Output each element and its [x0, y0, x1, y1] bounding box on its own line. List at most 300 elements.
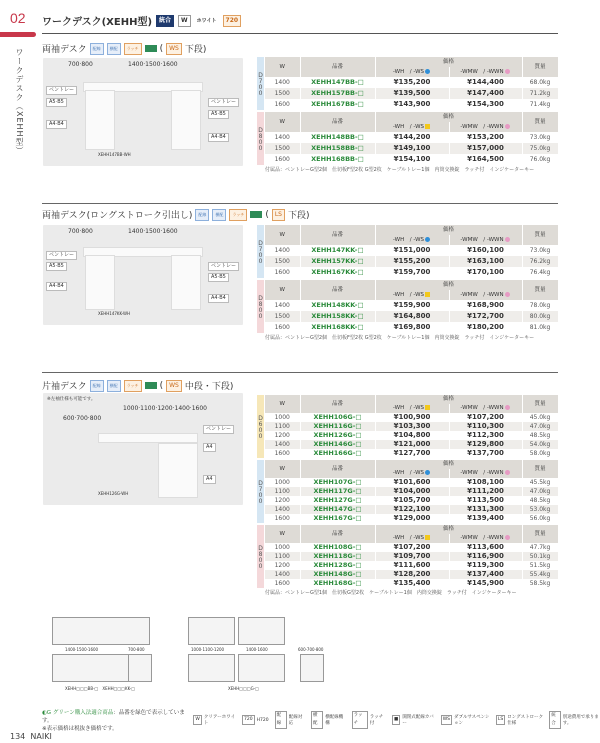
- width-cell: 1600: [265, 514, 300, 523]
- price-table: [265, 112, 559, 165]
- weight-cell: 53.0kg: [522, 505, 558, 514]
- price-tables: [257, 225, 558, 342]
- width-cell: 1200: [265, 496, 300, 505]
- left-pedestal: [85, 255, 115, 310]
- price-table: [265, 57, 559, 110]
- legend-label: ダブルサスペンション: [454, 715, 490, 726]
- table-row: [265, 552, 558, 561]
- table-row: [265, 514, 558, 523]
- table-row: [265, 440, 558, 449]
- integration-badge: 統合: [156, 15, 174, 27]
- price-wh-cell: ¥135,400: [375, 579, 449, 588]
- drawing-single-pedestal: [188, 617, 338, 692]
- suspension-icon: WS: [166, 380, 182, 392]
- header-weight: 質量: [522, 57, 558, 77]
- product-photo: [43, 225, 243, 325]
- price-table: [265, 225, 559, 278]
- price-wh-cell: ¥122,100: [375, 505, 449, 514]
- header-code: 品番: [300, 460, 375, 478]
- header-width: W: [265, 460, 300, 478]
- price-wh-cell: ¥129,000: [375, 514, 449, 523]
- header-color-2: [449, 469, 522, 478]
- header-color-2: [449, 122, 522, 132]
- depth-label: D600: [257, 395, 264, 458]
- dim-width-1: 1000·1100·1200: [191, 647, 225, 652]
- depth-label: D800: [257, 280, 264, 333]
- weight-cell: 80.0kg: [522, 311, 558, 322]
- header-color-1: [375, 469, 449, 478]
- color-codes-1: -WH / -WS: [392, 69, 425, 75]
- color-swatch-yellow: [425, 535, 430, 540]
- depth-dimension: 600·700·800: [63, 415, 102, 422]
- accessories-note: 付属品：ペントレーG型2個 仕切板F型2枚 G型2枚 ケーブルトレー1個 内筒交換錠 ラッチ付 インジケーターキー: [265, 335, 535, 341]
- table-header-row: [265, 280, 558, 290]
- price-table-block: [257, 112, 558, 165]
- photo-caption: XEHH147KK-WH: [98, 311, 130, 316]
- weight-cell: 55.4kg: [522, 570, 558, 579]
- price-table: [265, 460, 559, 523]
- header-width: W: [265, 395, 300, 413]
- price-table: [265, 525, 559, 588]
- side-view: [128, 654, 152, 682]
- price-wmw-cell: ¥160,100: [449, 245, 522, 256]
- price-wh-cell: ¥100,900: [375, 413, 449, 422]
- price-wh-cell: ¥111,600: [375, 561, 449, 570]
- table-row: [265, 132, 558, 143]
- legend-label: 別途費用で承ります。: [562, 715, 599, 726]
- drawer-label: A4: [203, 443, 216, 452]
- header-rule: [42, 33, 558, 34]
- header-weight: 質量: [522, 395, 558, 413]
- header-color-1: [375, 290, 449, 300]
- table-header-row: [265, 225, 558, 235]
- header-weight: 質量: [522, 225, 558, 245]
- color-codes-2: -WMW / -WWN: [460, 237, 504, 243]
- legend-label: ラッチ付: [369, 715, 384, 726]
- price-wmw-cell: ¥144,400: [449, 77, 522, 88]
- price-wh-cell: ¥109,700: [375, 552, 449, 561]
- legend-label: 開閉式配線カバー: [402, 715, 434, 726]
- color-swatch-blue: [425, 470, 430, 475]
- code-cell: XEHH167BB-□: [300, 99, 375, 110]
- price-wh-cell: ¥104,800: [375, 431, 449, 440]
- code-cell: XEHH168KK-□: [300, 322, 375, 333]
- width-cell: 1100: [265, 552, 300, 561]
- header-width: W: [265, 225, 300, 245]
- price-table-block: [257, 225, 558, 278]
- table-header-row: [265, 57, 558, 67]
- color-swatch-pink: [505, 405, 510, 410]
- weight-cell: 73.0kg: [522, 132, 558, 143]
- table-header-row: [265, 525, 558, 534]
- color-swatch-blue: [425, 69, 430, 74]
- code-cell: XEHH167G-□: [300, 514, 375, 523]
- legend-item: [392, 711, 435, 729]
- weight-cell: 71.4kg: [522, 99, 558, 110]
- width-cell: 1500: [265, 143, 300, 154]
- product-photo: [43, 58, 243, 166]
- weight-cell: 68.0kg: [522, 77, 558, 88]
- width-cell: 1400: [265, 440, 300, 449]
- legend-item: [275, 711, 305, 729]
- desk-top: [98, 433, 198, 443]
- cable-cover-icon: [250, 211, 262, 218]
- code-cell: XEHH158BB-□: [300, 143, 375, 154]
- product-photo: [43, 393, 243, 505]
- width-cell: 1600: [265, 449, 300, 458]
- code-cell: XEHH116G-□: [300, 422, 375, 431]
- depth-dimension: 700·800: [68, 61, 93, 68]
- header-color-2: [449, 67, 522, 77]
- depth-label: D700: [257, 460, 264, 523]
- price-wmw-cell: ¥110,300: [449, 422, 522, 431]
- table-row: [265, 245, 558, 256]
- price-wh-cell: ¥104,000: [375, 487, 449, 496]
- width-cell: 1100: [265, 422, 300, 431]
- weight-cell: 45.0kg: [522, 413, 558, 422]
- header-price: 価格: [375, 525, 522, 534]
- price-wh-cell: ¥164,800: [375, 311, 449, 322]
- legend-icon: LS: [496, 715, 505, 725]
- code-cell: XEHH157BB-□: [300, 88, 375, 99]
- weight-cell: 58.0kg: [522, 449, 558, 458]
- width-cell: 1400: [265, 245, 300, 256]
- table-header-row: [265, 395, 558, 404]
- header-width: W: [265, 280, 300, 300]
- suspension-icon: WS: [166, 43, 182, 55]
- price-table-block: [257, 395, 558, 458]
- price-wh-cell: ¥127,700: [375, 449, 449, 458]
- width-dimension: 1000·1100·1200·1400·1600: [123, 405, 207, 412]
- page-number: 134: [10, 732, 26, 741]
- weight-cell: 47.0kg: [522, 422, 558, 431]
- weight-cell: 45.5kg: [522, 478, 558, 487]
- legend-icon: ラッチ: [352, 711, 368, 729]
- section-title-text: 両袖デスク(ロングストローク引出し): [42, 211, 193, 221]
- drawer-position: 下段): [184, 45, 207, 55]
- table-row: [265, 88, 558, 99]
- width-cell: 1400: [265, 570, 300, 579]
- top-view: [52, 617, 150, 645]
- weight-cell: 58.5kg: [522, 579, 558, 588]
- color-swatch-yellow: [425, 292, 430, 297]
- weight-cell: 51.5kg: [522, 561, 558, 570]
- price-table: [265, 395, 559, 458]
- code-cell: XEHH148BB-□: [300, 132, 375, 143]
- table-row: [265, 478, 558, 487]
- width-cell: 1600: [265, 99, 300, 110]
- width-cell: 1600: [265, 154, 300, 165]
- wiring-icon: 配線: [195, 209, 209, 221]
- legend-icon: 横配: [311, 711, 323, 729]
- legend-item: [193, 711, 236, 729]
- legend-icon: 統合: [549, 711, 561, 729]
- price-wmw-cell: ¥163,100: [449, 256, 522, 267]
- header-weight: 質量: [522, 112, 558, 132]
- color-codes-2: -WMW / -WWN: [460, 124, 504, 130]
- color-codes-1: -WH / -WS: [392, 124, 425, 130]
- header-price: 価格: [375, 395, 522, 404]
- price-wmw-cell: ¥153,200: [449, 132, 522, 143]
- weight-cell: 78.0kg: [522, 300, 558, 311]
- drawer-label: A4·B4: [208, 294, 229, 303]
- depth-dimension: 700·800: [68, 228, 93, 235]
- drawer-position: 中段・下段): [184, 382, 234, 392]
- front-view-2: [238, 654, 285, 682]
- weight-cell: 48.5kg: [522, 431, 558, 440]
- code-cell: XEHH146G-□: [300, 440, 375, 449]
- dim-depth: 700·800: [128, 647, 145, 652]
- price-wh-cell: ¥103,300: [375, 422, 449, 431]
- depth-label: D700: [257, 225, 264, 278]
- latch-icon: ラッチ: [124, 380, 142, 392]
- code-cell: XEHH166G-□: [300, 449, 375, 458]
- drawing-caption-2: XEHH□□□G-□: [228, 686, 259, 691]
- width-cell: 1600: [265, 267, 300, 278]
- legend-icon: 配線: [275, 711, 287, 729]
- width-cell: 1500: [265, 311, 300, 322]
- width-dimension: 1400·1500·1600: [128, 61, 178, 68]
- price-wmw-cell: ¥137,400: [449, 570, 522, 579]
- page-title-text: ワークデスク(XEHH型): [42, 17, 153, 28]
- color-swatch-pink: [505, 124, 510, 129]
- h720-badge: 720: [223, 15, 242, 27]
- chapter-bar: [0, 32, 36, 37]
- code-cell: XEHH168BB-□: [300, 154, 375, 165]
- header-weight: 質量: [522, 280, 558, 300]
- width-cell: 1600: [265, 322, 300, 333]
- price-wmw-cell: ¥180,200: [449, 322, 522, 333]
- table-row: [265, 543, 558, 552]
- price-wh-cell: ¥144,200: [375, 132, 449, 143]
- code-cell: XEHH117G-□: [300, 487, 375, 496]
- header-color-2: [449, 404, 522, 413]
- price-wmw-cell: ¥129,800: [449, 440, 522, 449]
- table-row: [265, 570, 558, 579]
- green-label: グリーン購入法適合商品: [52, 710, 114, 716]
- price-wh-cell: ¥128,200: [375, 570, 449, 579]
- legend-item: [352, 711, 386, 729]
- width-cell: 1100: [265, 487, 300, 496]
- code-cell: XEHH147G-□: [300, 505, 375, 514]
- table-row: [265, 143, 558, 154]
- legend-item: [311, 711, 346, 729]
- price-table-block: [257, 57, 558, 110]
- weight-cell: 76.2kg: [522, 256, 558, 267]
- drawer-label: A5·B5: [46, 262, 67, 271]
- width-cell: 1000: [265, 413, 300, 422]
- code-cell: XEHH167KK-□: [300, 267, 375, 278]
- table-row: [265, 300, 558, 311]
- latch-icon: ラッチ: [124, 43, 142, 55]
- price-wmw-cell: ¥147,400: [449, 88, 522, 99]
- legend-icon: ■: [392, 715, 400, 725]
- photo-caption: XEHH126G-WH: [98, 491, 129, 496]
- price-wh-cell: ¥105,700: [375, 496, 449, 505]
- header-code: 品番: [300, 225, 375, 245]
- header-color-1: [375, 67, 449, 77]
- price-wmw-cell: ¥108,100: [449, 478, 522, 487]
- dim-depth-2: 600·700·800: [298, 647, 324, 652]
- drawer-label: A4·B4: [208, 133, 229, 142]
- right-pedestal: [158, 443, 198, 498]
- header-weight: 質量: [522, 525, 558, 543]
- code-cell: XEHH118G-□: [300, 552, 375, 561]
- section-divider: [42, 372, 558, 373]
- legend-label: クリアーホワイト: [203, 715, 236, 726]
- legend-label: 横配線機構: [325, 715, 344, 726]
- price-table-block: [257, 460, 558, 523]
- header-width: W: [265, 112, 300, 132]
- legend-item: [496, 711, 543, 729]
- legend-label: ロングストローク仕様: [507, 715, 544, 726]
- weight-cell: 54.0kg: [522, 440, 558, 449]
- header-color-1: [375, 404, 449, 413]
- table-row: [265, 267, 558, 278]
- table-header-row: [265, 112, 558, 122]
- accessories-note: 付属品：ペントレーG型1個 仕切板G型2枚 ケーブルトレー1個 内筒交換錠 ラッチ付 インジケーターキー: [265, 590, 517, 596]
- drawer-label: ペントレー: [208, 262, 239, 271]
- price-wmw-cell: ¥119,300: [449, 561, 522, 570]
- width-dimension: 1400·1500·1600: [128, 228, 178, 235]
- accessories-note: 付属品：ペントレーG型2個 仕切板F型2枚 G型2枚 ケーブルトレー1個 内筒交換錠 ラッチ付 インジケーターキー: [265, 167, 535, 173]
- horizontal-wiring-icon: 横配: [212, 209, 226, 221]
- color-codes-2: -WMW / -WWN: [460, 292, 504, 298]
- color-codes-2: -WMW / -WWN: [460, 470, 504, 476]
- header-price: 価格: [375, 225, 522, 235]
- code-cell: XEHH147KK-□: [300, 245, 375, 256]
- price-wmw-cell: ¥168,900: [449, 300, 522, 311]
- cable-cover-icon: [145, 382, 157, 389]
- width-cell: 1000: [265, 543, 300, 552]
- code-cell: XEHH106G-□: [300, 413, 375, 422]
- weight-cell: 75.0kg: [522, 143, 558, 154]
- code-cell: XEHH168G-□: [300, 579, 375, 588]
- table-row: [265, 561, 558, 570]
- table-header-row: [265, 460, 558, 469]
- section-title: 両袖デスク 配線 横配 ラッチ ( WS 下段): [42, 43, 207, 55]
- legend-label: 配線対応: [288, 715, 303, 726]
- price-table-block: [257, 525, 558, 588]
- price-wh-cell: ¥107,200: [375, 543, 449, 552]
- wiring-icon: 配線: [90, 43, 104, 55]
- width-cell: 1600: [265, 579, 300, 588]
- weight-cell: 56.0kg: [522, 514, 558, 523]
- legend-label: H720: [256, 717, 269, 723]
- header-code: 品番: [300, 57, 375, 77]
- legend-icon: 720: [242, 715, 255, 725]
- vertical-chapter-title: ワークデスク（XEHH型）: [15, 48, 24, 156]
- legend-icon: W: [193, 715, 201, 725]
- section-title-text: 両袖デスク: [42, 45, 87, 55]
- table-row: [265, 496, 558, 505]
- header-code: 品番: [300, 395, 375, 413]
- price-wmw-cell: ¥157,000: [449, 143, 522, 154]
- green-purchase-icon: ◐G: [42, 710, 53, 716]
- weight-cell: 71.2kg: [522, 88, 558, 99]
- code-cell: XEHH107G-□: [300, 478, 375, 487]
- width-cell: 1500: [265, 256, 300, 267]
- price-wmw-cell: ¥107,200: [449, 413, 522, 422]
- depth-label: D800: [257, 112, 264, 165]
- table-row: [265, 487, 558, 496]
- price-table-block: [257, 280, 558, 333]
- table-row: [265, 256, 558, 267]
- price-wmw-cell: ¥139,400: [449, 514, 522, 523]
- green-text: ：品番を緑色で表示しています。: [42, 710, 185, 724]
- width-cell: 1200: [265, 431, 300, 440]
- depth-label: D700: [257, 57, 264, 110]
- color-swatch-pink: [505, 69, 510, 74]
- dim-width-2: 1400·1600: [246, 647, 268, 652]
- price-wmw-cell: ¥116,900: [449, 552, 522, 561]
- price-wh-cell: ¥143,900: [375, 99, 449, 110]
- header-weight: 質量: [522, 460, 558, 478]
- photo-caption: XEHH147BB-WH: [98, 152, 131, 157]
- width-cell: 1200: [265, 561, 300, 570]
- price-table: [265, 280, 559, 333]
- header-price: 価格: [375, 280, 522, 290]
- price-wmw-cell: ¥170,100: [449, 267, 522, 278]
- price-wmw-cell: ¥145,900: [449, 579, 522, 588]
- width-cell: 1000: [265, 478, 300, 487]
- header-color-1: [375, 534, 449, 543]
- code-cell: XEHH127G-□: [300, 496, 375, 505]
- header-price: 価格: [375, 460, 522, 469]
- code-cell: XEHH158KK-□: [300, 311, 375, 322]
- legend-icon: WS: [441, 715, 452, 725]
- header-color-2: [449, 235, 522, 245]
- page-footer: [10, 732, 52, 741]
- table-row: [265, 431, 558, 440]
- price-wh-cell: ¥121,000: [375, 440, 449, 449]
- price-wh-cell: ¥155,200: [375, 256, 449, 267]
- color-codes-1: -WH / -WS: [392, 470, 425, 476]
- drawer-label: A4: [203, 475, 216, 484]
- drawer-label: A5·B5: [208, 110, 229, 119]
- price-wh-cell: ¥101,600: [375, 478, 449, 487]
- color-codes-1: -WH / -WS: [392, 237, 425, 243]
- code-cell: XEHH126G-□: [300, 431, 375, 440]
- price-wh-cell: ¥159,700: [375, 267, 449, 278]
- legend-item: [441, 711, 490, 729]
- color-swatch-blue: [425, 237, 430, 242]
- header-color-1: [375, 122, 449, 132]
- side-view-2: [300, 654, 324, 682]
- price-wh-cell: ¥151,000: [375, 245, 449, 256]
- wiring-icon: 配線: [90, 380, 104, 392]
- color-codes-2: -WMW / -WWN: [460, 69, 504, 75]
- price-wh-cell: ¥154,100: [375, 154, 449, 165]
- price-wmw-cell: ¥154,300: [449, 99, 522, 110]
- width-cell: 1400: [265, 132, 300, 143]
- dim-width: 1400·1500·1600: [65, 647, 99, 652]
- section-title: 両袖デスク(ロングストローク引出し) 配線 横配 ラッチ ( LS 下段): [42, 209, 310, 221]
- table-row: [265, 154, 558, 165]
- front-view-1: [188, 654, 235, 682]
- price-wh-cell: ¥149,100: [375, 143, 449, 154]
- weight-cell: 47.0kg: [522, 487, 558, 496]
- drawer-label: A5·B5: [46, 98, 67, 107]
- table-row: [265, 322, 558, 333]
- weight-cell: 81.0kg: [522, 322, 558, 333]
- drawer-position: 下段): [288, 211, 310, 221]
- brand: NAIKI: [30, 732, 52, 741]
- weight-cell: 47.7kg: [522, 543, 558, 552]
- left-handed-note: ※左袖仕様も可能です。: [47, 397, 96, 402]
- color-codes-1: -WH / -WS: [392, 405, 425, 411]
- drawer-label: ペントレー: [46, 86, 77, 95]
